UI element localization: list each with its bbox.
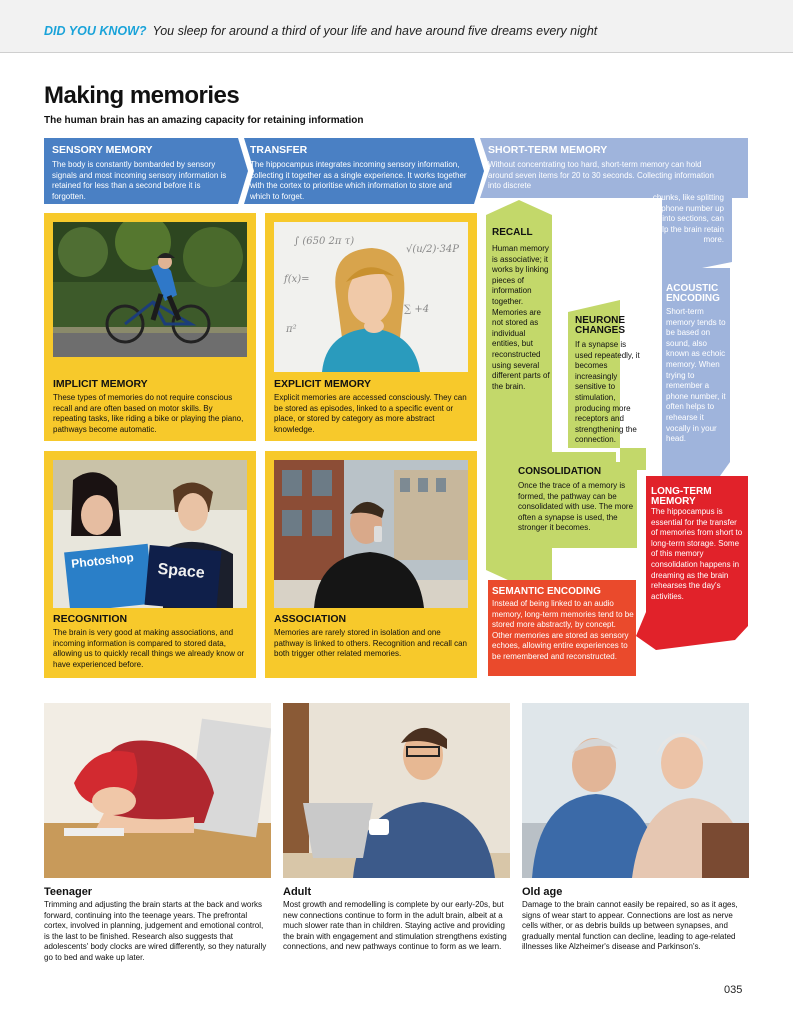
consolidation-heading: CONSOLIDATION <box>518 466 602 477</box>
page-title: Making memories <box>44 82 240 109</box>
teenager-text: Trimming and adjusting the brain starts at the back and works forward, continuing into the teenage years. The prefrontal cortex, involved in planning, judgement and emotional control, is the last to be finished. Research also suggests that adolescents' body clocks are wired differently, so they naturally go to bed and wake up later. <box>44 900 267 962</box>
adult-text: Most growth and remodelling is complete by our early-20s, but new connections continue to form in the adult brain, albeit at a much slower rate than in children. Staying active and providing the brain with engagement and stimulation strengthens existing connections, and new pathways continue to form as we learn. <box>283 900 507 952</box>
long-term-heading: LONG-TERM MEMORY <box>651 486 712 507</box>
acoustic-text: Short-term memory tends to be based on sound, also known as echoic memory. When trying to remember a phone number, it often helps to rehearse it vocally in your head. <box>666 307 726 444</box>
teenager-title: Teenager <box>44 886 93 898</box>
transfer-text: The hippocampus integrates incoming sensory information, collecting it together as a single experience. It works together with the cortex to prioritise which information to store and which to forget. <box>250 160 467 201</box>
page-number: 035 <box>724 984 743 996</box>
sensory-text: The body is constantly bombarded by sensory signals and most incoming sensory information is retained for less than a second before it is forgotten. <box>52 160 227 201</box>
couple-magazines-photo <box>53 460 247 608</box>
semantic-heading: SEMANTIC ENCODING <box>492 586 601 597</box>
svg-text:∫ (650 2π τ): ∫ (650 2π τ) <box>294 236 355 247</box>
implicit-text: These types of memories do not require conscious recall and are often based on motor skills. By repeating tasks, like riding a bike or playing the piano, pathways become automatic. <box>53 393 244 434</box>
card-implicit <box>44 213 256 441</box>
teenager-photo <box>44 703 271 878</box>
did-you-know-text: You sleep for around a third of your life and have around five dreams every night <box>152 24 598 38</box>
association-text: Memories are rarely stored in isolation and one pathway is linked to others. Recognition and recall can both trigger other related memories. <box>274 628 467 659</box>
card-explicit <box>265 213 477 441</box>
page-subtitle: The human brain has an amazing capacity for retaining information <box>44 115 364 126</box>
thinking-girl-photo <box>274 222 468 372</box>
neurone-text: If a synapse is used repeatedly, it becomes increasingly sensitive to stimulation, producing more receptors and strengthening the connection. <box>575 340 640 445</box>
magazine-right-title: Space <box>156 560 206 582</box>
long-term-text: The hippocampus is essential for the transfer of memories from short to long-term storage. Some of this memory consolidation happens in dreaming as the brain rehearses the day's activities. <box>651 507 743 601</box>
association-heading: ASSOCIATION <box>274 613 347 625</box>
recognition-text: The brain is very good at making associations, and incoming information is compared to stored data, allowing us to quickly recall things we already know or have experienced before. <box>53 628 245 669</box>
explicit-heading: EXPLICIT MEMORY <box>274 378 372 390</box>
explicit-text: Explicit memories are accessed consciously. They can be stored as episodes, linked to a specific event or place, or stored by category as more abstract knowledge. <box>274 393 467 434</box>
implicit-heading: IMPLICIT MEMORY <box>53 378 148 390</box>
did-you-know-label: DID YOU KNOW? <box>44 24 147 38</box>
recall-text: Human memory is associative; it works by linking pieces of information together. Memories are not stored as individual entities, but reconstructed using several different parts of the brain. <box>492 244 550 391</box>
cyclist-photo <box>53 222 247 357</box>
short-term-text-continued: chunks, like splitting a phone number up into sections, can help the brain retain more. <box>652 193 724 245</box>
recall-heading: RECALL <box>492 227 533 238</box>
old-age-text: Damage to the brain cannot easily be repaired, so as it ages, signs of wear start to appear. Connections are lost as nerve cells wither, or as debris builds up between synapses, and gradually mental function can decline, leading to age-related illnesses like Alzheimer's disease and Parkinson's. <box>522 900 738 952</box>
man-on-phone-photo <box>274 460 468 608</box>
short-term-heading: SHORT-TERM MEMORY <box>488 144 608 156</box>
magazine-left-title: Photoshop <box>70 550 135 571</box>
acoustic-heading: ACOUSTIC ENCODING <box>666 283 720 304</box>
neurone-heading: NEURONE CHANGES <box>575 315 626 336</box>
adult-photo <box>283 703 510 878</box>
sensory-heading: SENSORY MEMORY <box>52 144 153 156</box>
svg-text:f(x)=: f(x)= <box>284 274 310 285</box>
semantic-text: Instead of being linked to an audio memory, long-term memories tend to be stored more abstractly, by concept. Other memories are stored as sensory echoes, allowing entire experiences to be remembered and reconstructed. <box>492 599 634 661</box>
svg-text:∑ +4: ∑ +4 <box>404 304 430 315</box>
recognition-heading: RECOGNITION <box>53 613 128 625</box>
old-age-photo <box>522 703 749 878</box>
consolidation-text: Once the trace of a memory is formed, the pathway can be consolidated with use. The more often a synapse is used, the stronger it becomes. <box>518 481 634 533</box>
svg-text:√(u/2)·34P: √(u/2)·34P <box>406 244 459 255</box>
svg-text:π²: π² <box>286 324 297 335</box>
card-association <box>265 451 477 678</box>
short-term-text: Without concentrating too hard, short-term memory can hold around seven items for 20 to 30 seconds. Collecting information into discrete <box>488 160 714 191</box>
transfer-heading: TRANSFER <box>250 144 308 156</box>
old-age-title: Old age <box>522 886 563 898</box>
card-recognition <box>44 451 256 678</box>
adult-title: Adult <box>283 886 312 898</box>
